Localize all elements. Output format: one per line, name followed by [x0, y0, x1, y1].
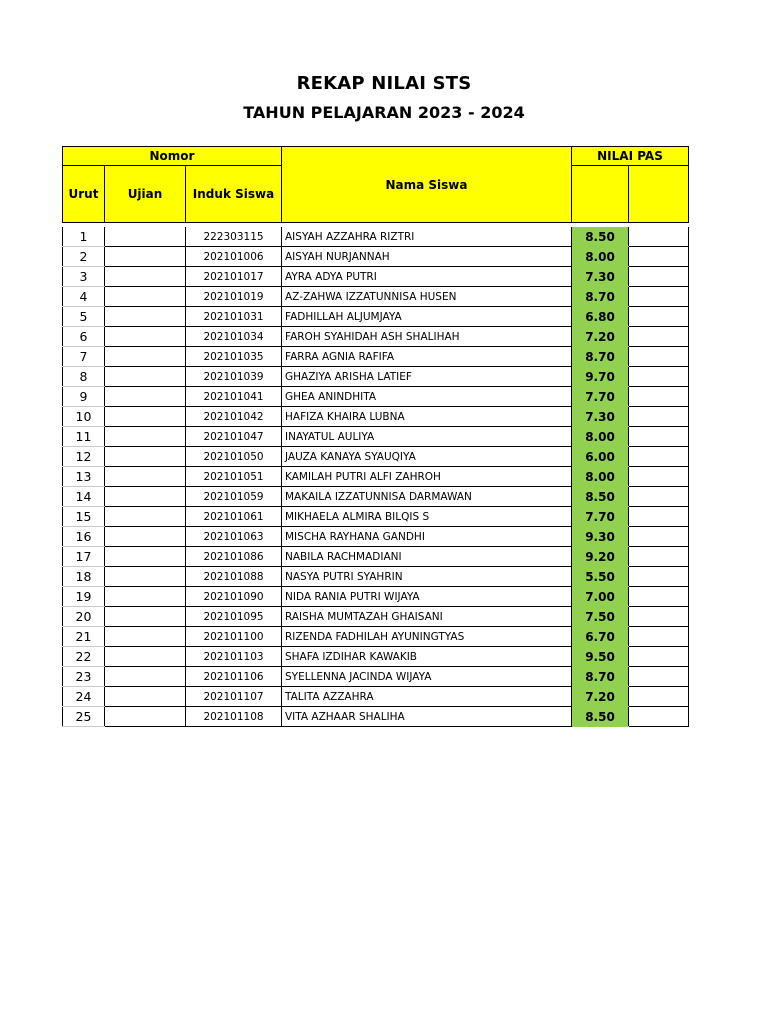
row-urut: 10	[63, 407, 105, 427]
table-header	[63, 147, 689, 223]
table-row	[63, 407, 689, 427]
row-ujian	[105, 427, 186, 447]
row-induk-siswa: 202101090	[186, 587, 282, 607]
row-extra	[629, 487, 689, 507]
row-induk-siswa: 202101103	[186, 647, 282, 667]
row-nama-siswa: FARRA AGNIA RAFIFA	[282, 347, 572, 367]
row-induk-siswa: 202101107	[186, 687, 282, 707]
row-ujian	[105, 487, 186, 507]
table-row	[63, 287, 689, 307]
table-row	[63, 527, 689, 547]
row-induk-siswa: 202101050	[186, 447, 282, 467]
row-nama-siswa: GHAZIYA ARISHA LATIEF	[282, 367, 572, 387]
row-nama-siswa: NABILA RACHMADIANI	[282, 547, 572, 567]
table-row	[63, 627, 689, 647]
row-nama-siswa: FAROH SYAHIDAH ASH SHALIHAH	[282, 327, 572, 347]
row-induk-siswa: 202101086	[186, 547, 282, 567]
row-extra	[629, 447, 689, 467]
table-row	[63, 327, 689, 347]
row-nilai-pas: 8.70	[572, 287, 629, 307]
row-nama-siswa: KAMILAH PUTRI ALFI ZAHROH	[282, 467, 572, 487]
row-urut: 13	[63, 467, 105, 487]
row-induk-siswa: 202101006	[186, 247, 282, 267]
row-urut: 17	[63, 547, 105, 567]
row-extra	[629, 647, 689, 667]
row-nilai-pas: 7.70	[572, 507, 629, 527]
row-induk-siswa: 222303115	[186, 227, 282, 247]
row-nama-siswa: MIKHAELA ALMIRA BILQIS S	[282, 507, 572, 527]
row-nama-siswa: JAUZA KANAYA SYAUQIYA	[282, 447, 572, 467]
row-nilai-pas: 6.80	[572, 307, 629, 327]
table-row	[63, 707, 689, 727]
row-extra	[629, 247, 689, 267]
row-ujian	[105, 267, 186, 287]
row-ujian	[105, 467, 186, 487]
row-nilai-pas: 6.70	[572, 627, 629, 647]
row-extra	[629, 407, 689, 427]
row-urut: 14	[63, 487, 105, 507]
row-induk-siswa: 202101031	[186, 307, 282, 327]
row-urut: 18	[63, 567, 105, 587]
table-row	[63, 547, 689, 567]
row-extra	[629, 387, 689, 407]
row-nilai-pas: 8.70	[572, 347, 629, 367]
row-nama-siswa: GHEA ANINDHITA	[282, 387, 572, 407]
row-nama-siswa: RAISHA MUMTAZAH GHAISANI	[282, 607, 572, 627]
row-induk-siswa: 202101039	[186, 367, 282, 387]
header-urut: Urut	[63, 166, 105, 223]
table-row	[63, 607, 689, 627]
row-urut: 4	[63, 287, 105, 307]
row-nilai-pas: 9.50	[572, 647, 629, 667]
row-ujian	[105, 567, 186, 587]
row-induk-siswa: 202101106	[186, 667, 282, 687]
row-nilai-pas: 9.70	[572, 367, 629, 387]
row-induk-siswa: 202101063	[186, 527, 282, 547]
row-induk-siswa: 202101041	[186, 387, 282, 407]
row-urut: 12	[63, 447, 105, 467]
row-nama-siswa: MISCHA RAYHANA GANDHI	[282, 527, 572, 547]
row-urut: 16	[63, 527, 105, 547]
row-extra	[629, 227, 689, 247]
row-extra	[629, 547, 689, 567]
table-row	[63, 227, 689, 247]
row-urut: 8	[63, 367, 105, 387]
row-extra	[629, 607, 689, 627]
row-nilai-pas: 8.50	[572, 487, 629, 507]
row-urut: 6	[63, 327, 105, 347]
table-row	[63, 647, 689, 667]
row-nama-siswa: AISYAH AZZAHRA RIZTRI	[282, 227, 572, 247]
row-nilai-pas: 9.30	[572, 527, 629, 547]
row-ujian	[105, 327, 186, 347]
row-urut: 1	[63, 227, 105, 247]
row-urut: 11	[63, 427, 105, 447]
row-induk-siswa: 202101019	[186, 287, 282, 307]
table-row	[63, 267, 689, 287]
table-row	[63, 687, 689, 707]
row-extra	[629, 587, 689, 607]
row-nama-siswa: AYRA ADYA PUTRI	[282, 267, 572, 287]
row-nilai-pas: 8.50	[572, 227, 629, 247]
table-row	[63, 667, 689, 687]
grades-table	[62, 146, 689, 727]
row-nama-siswa: AISYAH NURJANNAH	[282, 247, 572, 267]
table-row	[63, 507, 689, 527]
row-ujian	[105, 447, 186, 467]
row-urut: 25	[63, 707, 105, 727]
row-extra	[629, 667, 689, 687]
row-ujian	[105, 687, 186, 707]
row-urut: 2	[63, 247, 105, 267]
row-induk-siswa: 202101100	[186, 627, 282, 647]
table-row	[63, 567, 689, 587]
row-ujian	[105, 307, 186, 327]
row-nilai-pas: 7.00	[572, 587, 629, 607]
table-row	[63, 387, 689, 407]
row-induk-siswa: 202101061	[186, 507, 282, 527]
table-row	[63, 307, 689, 327]
row-induk-siswa: 202101059	[186, 487, 282, 507]
header-nilai-pas: NILAI PAS	[572, 147, 689, 166]
row-ujian	[105, 707, 186, 727]
row-induk-siswa: 202101035	[186, 347, 282, 367]
header-nomor: Nomor	[63, 147, 282, 166]
row-extra	[629, 507, 689, 527]
row-ujian	[105, 227, 186, 247]
row-urut: 19	[63, 587, 105, 607]
row-extra	[629, 527, 689, 547]
table-row	[63, 427, 689, 447]
row-ujian	[105, 547, 186, 567]
row-nilai-pas: 9.20	[572, 547, 629, 567]
row-nilai-pas: 8.70	[572, 667, 629, 687]
row-induk-siswa: 202101042	[186, 407, 282, 427]
row-urut: 24	[63, 687, 105, 707]
row-urut: 20	[63, 607, 105, 627]
header-ujian: Ujian	[105, 166, 186, 223]
row-induk-siswa: 202101017	[186, 267, 282, 287]
row-ujian	[105, 587, 186, 607]
table-row	[63, 447, 689, 467]
row-nama-siswa: AZ-ZAHWA IZZATUNNISA HUSEN	[282, 287, 572, 307]
table-body	[63, 223, 689, 727]
table-row	[63, 467, 689, 487]
row-urut: 15	[63, 507, 105, 527]
row-extra	[629, 687, 689, 707]
row-ujian	[105, 667, 186, 687]
row-nilai-pas: 6.00	[572, 447, 629, 467]
header-extra-cell	[629, 166, 689, 223]
row-nilai-pas: 7.70	[572, 387, 629, 407]
row-extra	[629, 627, 689, 647]
row-urut: 5	[63, 307, 105, 327]
row-nama-siswa: INAYATUL AULIYA	[282, 427, 572, 447]
row-nilai-pas: 7.20	[572, 687, 629, 707]
row-nilai-pas: 7.20	[572, 327, 629, 347]
row-nama-siswa: NASYA PUTRI SYAHRIN	[282, 567, 572, 587]
row-urut: 21	[63, 627, 105, 647]
row-extra	[629, 567, 689, 587]
row-nama-siswa: SYELLENNA JACINDA WIJAYA	[282, 667, 572, 687]
row-ujian	[105, 647, 186, 667]
row-ujian	[105, 527, 186, 547]
row-nilai-pas: 7.30	[572, 407, 629, 427]
row-ujian	[105, 407, 186, 427]
row-nilai-pas: 8.00	[572, 247, 629, 267]
row-extra	[629, 267, 689, 287]
row-nilai-pas: 8.00	[572, 427, 629, 447]
header-induk-siswa: Induk Siswa	[186, 166, 282, 223]
row-nama-siswa: SHAFA IZDIHAR KAWAKIB	[282, 647, 572, 667]
row-extra	[629, 307, 689, 327]
document-title: REKAP NILAI STS	[296, 73, 472, 94]
row-nama-siswa: VITA AZHAAR SHALIHA	[282, 707, 572, 727]
header-nama-siswa: Nama Siswa	[282, 147, 572, 223]
row-nilai-pas: 7.50	[572, 607, 629, 627]
row-nama-siswa: HAFIZA KHAIRA LUBNA	[282, 407, 572, 427]
row-induk-siswa: 202101108	[186, 707, 282, 727]
row-nilai-pas: 7.30	[572, 267, 629, 287]
row-urut: 3	[63, 267, 105, 287]
row-ujian	[105, 287, 186, 307]
row-nama-siswa: RIZENDA FADHILAH AYUNINGTYAS	[282, 627, 572, 647]
table-row	[63, 487, 689, 507]
row-extra	[629, 327, 689, 347]
row-extra	[629, 707, 689, 727]
document-subtitle: TAHUN PELAJARAN 2023 - 2024	[243, 103, 525, 122]
row-induk-siswa: 202101051	[186, 467, 282, 487]
row-induk-siswa: 202101088	[186, 567, 282, 587]
row-extra	[629, 287, 689, 307]
row-urut: 9	[63, 387, 105, 407]
row-induk-siswa: 202101034	[186, 327, 282, 347]
row-induk-siswa: 202101095	[186, 607, 282, 627]
row-ujian	[105, 347, 186, 367]
row-ujian	[105, 367, 186, 387]
row-urut: 23	[63, 667, 105, 687]
row-ujian	[105, 247, 186, 267]
header-nilai-cell	[572, 166, 629, 223]
table-row	[63, 347, 689, 367]
row-nama-siswa: MAKAILA IZZATUNNISA DARMAWAN	[282, 487, 572, 507]
row-ujian	[105, 387, 186, 407]
row-nama-siswa: FADHILLAH ALJUMJAYA	[282, 307, 572, 327]
row-extra	[629, 467, 689, 487]
row-nilai-pas: 8.50	[572, 707, 629, 727]
table-row	[63, 247, 689, 267]
row-induk-siswa: 202101047	[186, 427, 282, 447]
row-extra	[629, 427, 689, 447]
row-extra	[629, 367, 689, 387]
row-urut: 7	[63, 347, 105, 367]
row-nilai-pas: 8.00	[572, 467, 629, 487]
row-ujian	[105, 607, 186, 627]
row-nama-siswa: NIDA RANIA PUTRI WIJAYA	[282, 587, 572, 607]
row-ujian	[105, 507, 186, 527]
row-urut: 22	[63, 647, 105, 667]
row-nilai-pas: 5.50	[572, 567, 629, 587]
row-nama-siswa: TALITA AZZAHRA	[282, 687, 572, 707]
table-row	[63, 587, 689, 607]
row-ujian	[105, 627, 186, 647]
table-row	[63, 367, 689, 387]
row-extra	[629, 347, 689, 367]
